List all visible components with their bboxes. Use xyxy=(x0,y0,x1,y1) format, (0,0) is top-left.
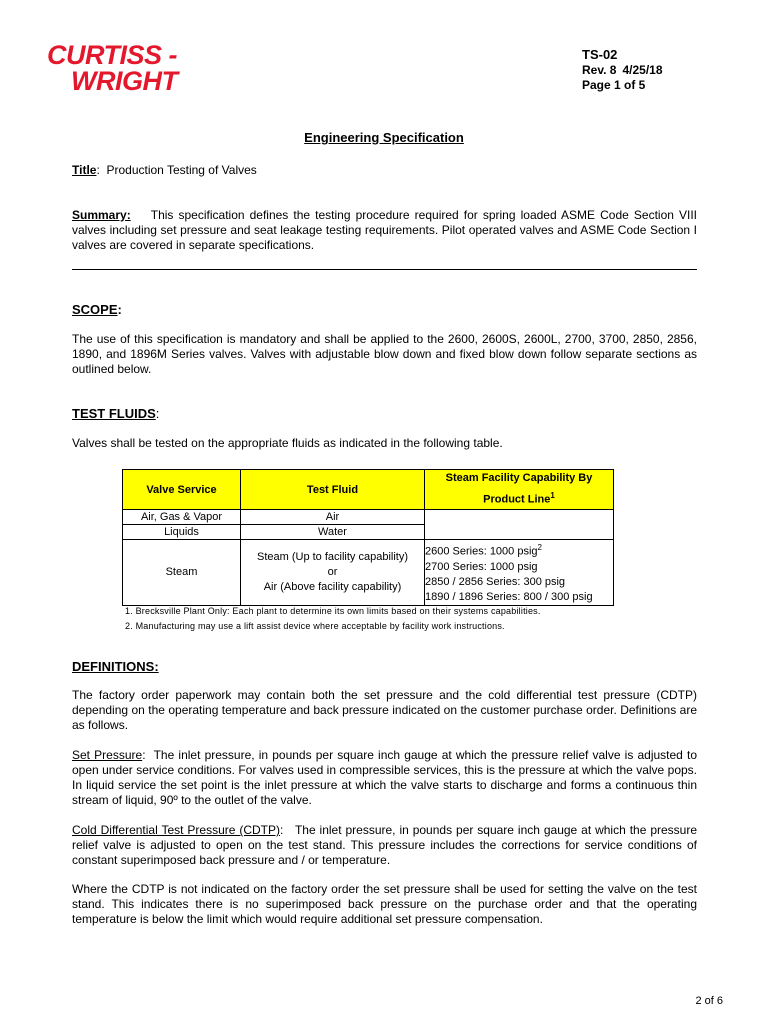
capability-line: 2700 Series: 1000 psig xyxy=(425,560,538,573)
cell-fluid: Water xyxy=(241,525,425,540)
cell-service: Air, Gas & Vapor xyxy=(123,510,241,525)
summary-label: Summary: xyxy=(72,208,131,222)
capability-line: 1890 / 1896 Series: 800 / 300 psig xyxy=(425,590,593,603)
title-text: Production Testing of Valves xyxy=(106,163,257,177)
logo-line2: WRIGHT xyxy=(71,66,178,92)
revision-date: 4/25/18 xyxy=(622,63,663,77)
cdtp-text: The inlet pressure, in pounds per square inch gauge at which the pressure relief valve is adjusted to open on the test stand. This pressure includes the corrections for service conditions of constant superimposed back pressure and / or temperature. xyxy=(72,823,698,867)
cell-fluid xyxy=(241,540,425,606)
cell-fluid: Air xyxy=(241,510,425,525)
set-pressure-term: Set Pressure xyxy=(72,748,143,762)
capability-text: 2600 Series: 1000 psig xyxy=(425,545,538,558)
spec-heading: Engineering Specification xyxy=(304,130,464,145)
test-fluids-heading-text: TEST FLUIDS xyxy=(72,406,156,421)
table-note: 2. Manufacturing may use a lift assist device where acceptable by facility work instructions. xyxy=(125,621,505,631)
set-pressure-definition: Set Pressure: The inlet pressure, in pounds per square inch gauge at which the pressure relief valve is adjusted to open under service conditions. For valves used in compressible services, this is the pressure at which the valve pops. In liquid service the set point is the inlet pressure at which the valve starts to discharge and forms a continuous thin stream of liquid, 90º to the outlet of the valve. xyxy=(72,748,697,807)
table-row xyxy=(123,540,614,606)
table-note: 1. Brecksville Plant Only: Each plant to determine its own limits based on their systems capabilities. xyxy=(125,606,541,616)
definitions-closing: Where the CDTP is not indicated on the factory order the set pressure shall be used for setting the valve on the test stand. This indicates there is no superimposed back pressure on the purchase order and that the operating temperature is below the limit which would require additional set pressure compensation. xyxy=(72,882,697,926)
cell-capability xyxy=(425,540,614,606)
cdtp-definition: Cold Differential Test Pressure (CDTP): The inlet pressure, in pounds per square inch gauge at which the pressure relief valve is adjusted to open on the test stand. This pressure includes the corrections for service conditions of constant superimposed back pressure and / or temperature. xyxy=(72,823,698,867)
fluid-line: Steam (Up to facility capability) xyxy=(257,550,408,563)
scope-text: The use of this specification is mandatory and shall be applied to the 2600, 2600S, 2600L, 2700, 3700, 2850, 2856, 1890, and 1896M Series valves. Valves with adjustable blow down and fixed blow down follow separate sections as outlined below. xyxy=(72,332,697,376)
table-row xyxy=(123,510,614,525)
revision-label: Rev. 8 xyxy=(582,63,617,77)
document-meta xyxy=(582,47,663,93)
capability-line: 2850 / 2856 Series: 300 psig xyxy=(425,575,566,588)
set-pressure-text: The inlet pressure, in pounds per square inch gauge at which the pressure relief valve is adjusted to open under service conditions. For valves used in compressible services, this is the pressure at which the valve pops. In liquid service the set point is the inlet pressure at which the valve starts to discharge and forms a continuous thin stream of liquid, 90º to the outlet of the valve. xyxy=(72,748,697,807)
logo-line1: CURTISS - xyxy=(47,42,178,70)
table-notes xyxy=(125,604,541,634)
header-footnote-1: 1 xyxy=(550,491,555,501)
fluid-line: Air (Above facility capability) xyxy=(263,580,402,593)
definitions-heading: DEFINITIONS: xyxy=(72,659,159,674)
summary-paragraph xyxy=(72,208,697,253)
capability-line xyxy=(425,540,613,560)
page-indicator: Page 1 of 5 xyxy=(582,78,646,92)
test-fluids-table xyxy=(122,469,614,606)
cell-service: Liquids xyxy=(123,525,241,540)
scope-heading: SCOPE: xyxy=(72,302,122,317)
header-steam-capability xyxy=(425,470,614,510)
test-fluids-heading: TEST FLUIDS: xyxy=(72,406,160,421)
capability-footnote-2: 2 xyxy=(537,543,542,552)
curtiss-wright-logo xyxy=(47,42,207,92)
scope-heading-text: SCOPE xyxy=(72,302,118,317)
doc-revision xyxy=(582,63,663,78)
header-valve-service: Valve Service xyxy=(123,470,241,510)
doc-number: TS-02 xyxy=(582,47,618,62)
definitions-intro: The factory order paperwork may contain both the set pressure and the cold differential test pressure (CDTP) depending on the operating temperature and back pressure indicated on the customer purchase order. Definitions are as follows. xyxy=(72,688,697,732)
cell-service: Steam xyxy=(123,540,241,606)
summary-text: This specification defines the testing procedure required for spring loaded ASME Code Section VIII valves including set pressure and seat leakage testing requirements. Pilot operated valves and ASME Code Section I valves are covered in separate specifications. xyxy=(72,208,697,252)
fluid-line: or xyxy=(327,565,338,578)
title-line: Title: Production Testing of Valves xyxy=(72,163,257,177)
section-divider xyxy=(72,269,697,270)
title-label: Title xyxy=(72,163,97,177)
cdtp-term: Cold Differential Test Pressure (CDTP) xyxy=(72,823,281,837)
page-footer: 2 of 6 xyxy=(695,995,723,1007)
table-header-row xyxy=(123,470,614,510)
header-test-fluid: Test Fluid xyxy=(241,470,425,510)
header-steam-capability-text: Steam Facility Capability By Product Line xyxy=(445,472,593,506)
cell-capability-empty xyxy=(425,510,614,540)
test-fluids-intro: Valves shall be tested on the appropriate fluids as indicated in the following table. xyxy=(72,436,503,450)
